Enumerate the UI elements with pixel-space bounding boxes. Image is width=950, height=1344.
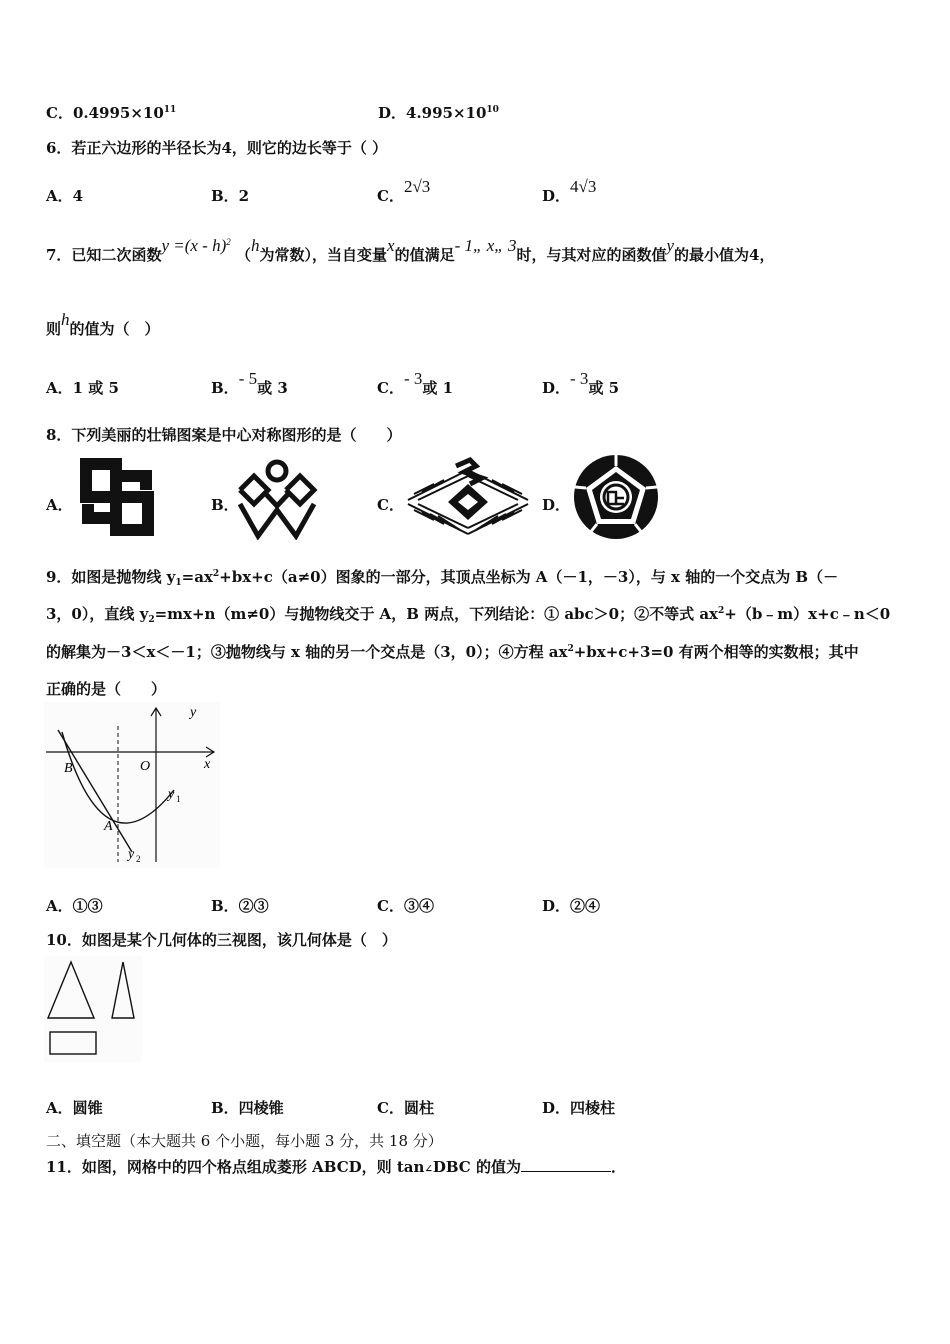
q9-stem-line1: 9．如图是抛物线 $y_1=ax^2+bx+c(a\ne 0)$图象的一部分，其顶点坐标为 A（－1，－3），与 x 轴的一个交点为 B（－ [46, 568, 839, 588]
q7-option-d: D．- 3或 5 [542, 369, 620, 397]
q10-option-d: D．四棱柱 [542, 1099, 616, 1117]
q10-three-views [44, 956, 142, 1062]
q7-option-b: B．- 5或 3 [211, 369, 288, 397]
q10-option-a: A．圆锥 [46, 1099, 103, 1117]
q11-stem: 11．如图，网格中的四个格点组成菱形 ABCD，则 tan∠DBC 的值为 ． [46, 1158, 626, 1176]
q9-graph [44, 702, 220, 868]
q8-pattern-d-image [573, 454, 659, 540]
q8-option-c: C． [377, 496, 404, 514]
q7-stem-line1: 7．已知二次函数y =(x - h)$^2$ （h为常数），当自变量x的值满足- 1„ x„ 3时，与其对应的函数值y的最小值为4， [46, 236, 775, 264]
q9-option-d: D．②④ [542, 897, 601, 915]
q6-d-value: 4√3 [570, 177, 597, 196]
q8-option-b: B． [211, 496, 239, 514]
q6-option-b: B．2 [211, 187, 250, 205]
q10-option-b: B．四棱锥 [211, 1099, 284, 1117]
svg-text:O: O [140, 759, 151, 774]
q6-option-a: A．4 [46, 187, 84, 205]
q7-function: y =(x - h)$^2$ [161, 236, 231, 255]
q7-option-c: C．- 3或 1 [377, 369, 454, 397]
q8-pattern-c-image [404, 456, 532, 540]
q8-option-a: A． [46, 496, 73, 514]
q9-stem-line3: 的解集为－3＜x＜－1；③抛物线与 x 轴的另一个交点是（3，0）；④方程 $ax^2+bx+c+3=0$ 有两个相等的实数根；其中 [46, 643, 859, 661]
q7-stem-line2: 则h的值为（ ） [46, 310, 160, 338]
svg-text:x: x [204, 757, 211, 772]
section-2-title: 二、填空题（本大题共 6 个小题，每小题 3 分，共 18 分） [46, 1132, 443, 1150]
q11-answer-blank [521, 1157, 611, 1172]
q6-c-value: 2√3 [403, 177, 431, 196]
q5-option-d: D．$4.995\times 10^{10}$ [378, 104, 499, 122]
q9-option-a: A．①③ [46, 897, 103, 915]
svg-text:A: A [104, 819, 113, 834]
svg-text:y: y [128, 847, 135, 862]
q9-stem-line2: 3，0），直线 $y_2=mx+n(m\ne 0)$与抛物线交于 A，B 两点，下列结论：① abc＞0；②不等式 $ax^2+(b﹣m)x+c﹣n<0$ [46, 605, 891, 625]
svg-text:2: 2 [136, 854, 141, 864]
q8-stem: 8．下列美丽的壮锦图案是中心对称图形的是（ ） [46, 426, 402, 444]
q9-option-b: B．②③ [211, 897, 269, 915]
q7-option-a: A．1 或 5 [46, 379, 119, 397]
q7-range: - 1„ x„ 3 [454, 236, 517, 255]
q8-pattern-a-image [80, 458, 154, 536]
svg-text:y: y [190, 705, 197, 720]
svg-text:1: 1 [176, 794, 181, 804]
q10-option-c: C．圆柱 [377, 1099, 434, 1117]
q6-option-d: D．4√3 [542, 177, 597, 205]
q6-stem: 6．若正六边形的半径长为4，则它的边长等于（ ） [46, 139, 388, 157]
q9-option-c: C．③④ [377, 897, 434, 915]
q9-stem-line4: 正确的是（ ） [46, 680, 167, 698]
q6-option-c: C．2√3 [377, 177, 431, 205]
q10-stem: 10．如图是某个几何体的三视图，该几何体是（ ） [46, 931, 397, 949]
q5-option-c: C．$0.4995\times 10^{11}$ [46, 104, 177, 122]
q8-pattern-b-image [236, 458, 318, 540]
q8-option-d: D． [542, 496, 571, 514]
svg-text:y: y [168, 787, 175, 802]
svg-text:B: B [64, 761, 73, 776]
